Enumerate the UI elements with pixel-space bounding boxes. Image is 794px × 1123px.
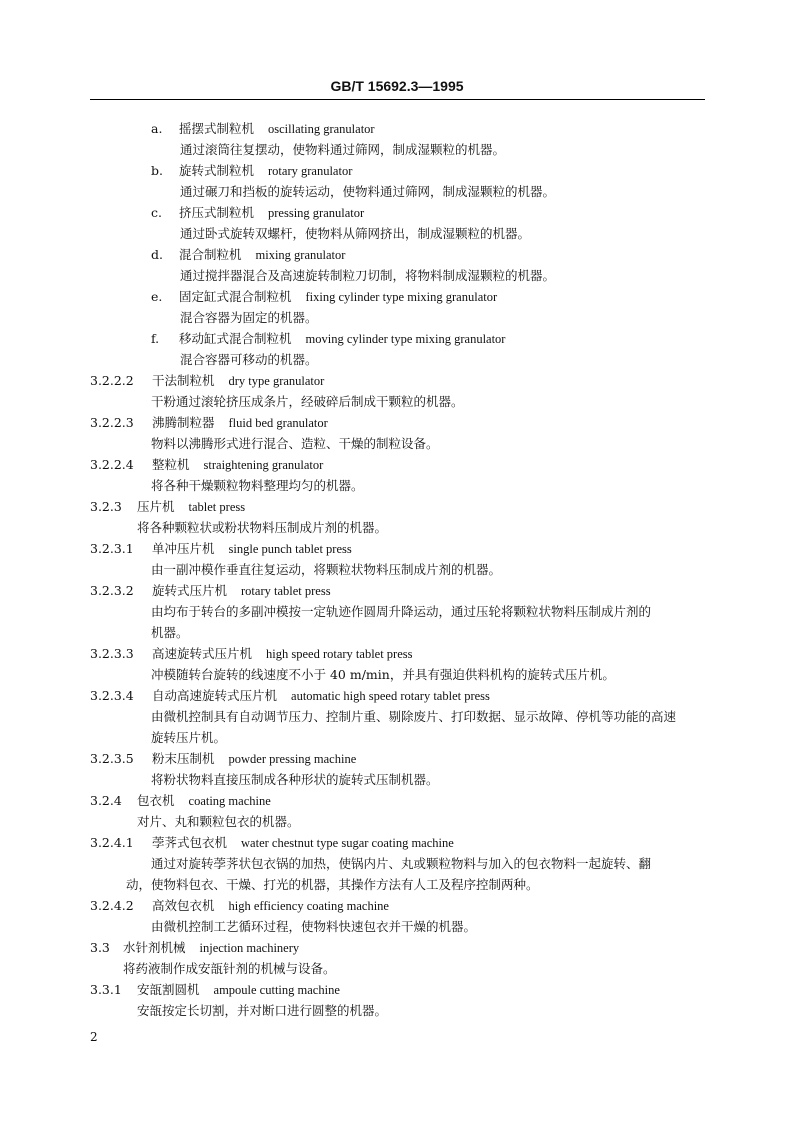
term-heading: [151, 331, 505, 347]
definition-text: 由均布于转台的多副冲模按一定轨迹作圆周升降运动，通过压轮将颗粒状物料压制成片剂的: [151, 604, 652, 619]
definition-text: 由微机控制工艺循环过程，使物料快速包衣并干燥的机器。: [151, 919, 477, 934]
definition-text: 由微机控制具有自动调节压力、控制片重、剔除废片、打印数据、显示故障、停机等功能的高速: [151, 709, 677, 724]
term-english: coating machine: [188, 794, 271, 808]
definition-text: 混合容器可移动的机器。: [180, 352, 318, 367]
term-chinese: 高效包衣机: [152, 898, 215, 913]
term-chinese: 沸腾制粒器: [152, 415, 215, 430]
page-number: 2: [90, 1030, 98, 1044]
definition-text: 对片、丸和颗粒包衣的机器。: [137, 814, 300, 829]
term-english: single punch tablet press: [228, 542, 352, 556]
term-heading: [90, 457, 323, 473]
term-heading: [90, 688, 490, 704]
definition-text: 将药液制作成安瓿针剂的机械与设备。: [123, 961, 336, 976]
clause-number: 3.2.4.2: [90, 898, 134, 913]
term-english: fixing cylinder type mixing granulator: [305, 290, 498, 304]
term-chinese: 混合制粒机: [179, 247, 242, 262]
term-chinese: 固定缸式混合制粒机: [179, 289, 292, 304]
clause-number: c.: [151, 205, 162, 220]
term-chinese: 摇摆式制粒机: [179, 121, 255, 136]
definition-text: 物料以沸腾形式进行混合、造粒、干燥的制粒设备。: [151, 436, 439, 451]
clause-number: d.: [151, 247, 163, 262]
definition-text: 干粉通过滚轮挤压成条片，经破碎后制成干颗粒的机器。: [151, 394, 464, 409]
clause-number: f.: [151, 331, 160, 346]
term-chinese: 荸荠式包衣机: [152, 835, 228, 850]
clause-number: 3.2.3.5: [90, 751, 134, 766]
term-chinese: 粉末压制机: [152, 751, 215, 766]
definition-text: 由一副冲模作垂直往复运动，将颗粒状物料压制成片剂的机器。: [151, 562, 502, 577]
term-heading: [90, 373, 324, 389]
term-english: automatic high speed rotary tablet press: [291, 689, 490, 703]
term-heading: [90, 646, 413, 662]
definition-text: 将粉状物料直接压制成各种形状的旋转式压制机器。: [151, 772, 439, 787]
term-chinese: 整粒机: [152, 457, 190, 472]
term-chinese: 包衣机: [137, 793, 175, 808]
term-chinese: 挤压式制粒机: [179, 205, 255, 220]
term-english: fluid bed granulator: [228, 416, 328, 430]
term-english: injection machinery: [199, 941, 300, 955]
term-heading: [90, 541, 352, 557]
header-rule: [90, 99, 705, 100]
term-chinese: 自动高速旋转式压片机: [152, 688, 278, 703]
term-heading: [151, 247, 345, 263]
term-english: tablet press: [188, 500, 246, 514]
clause-number: 3.2.2.3: [90, 415, 134, 430]
clause-number: e.: [151, 289, 163, 304]
clause-number: 3.2.3: [90, 499, 122, 514]
term-heading: [90, 415, 328, 431]
term-english: ampoule cutting machine: [213, 983, 340, 997]
term-english: mixing granulator: [255, 248, 346, 262]
term-heading: [151, 289, 497, 305]
clause-number: 3.2.3.2: [90, 583, 134, 598]
clause-number: a.: [151, 121, 163, 136]
term-chinese: 水针剂机械: [123, 940, 186, 955]
term-heading: [90, 499, 245, 515]
clause-number: 3.2.3.1: [90, 541, 134, 556]
definition-text: 动，使物料包衣、干燥、打光的机器，其操作方法有人工及程序控制两种。: [126, 877, 539, 892]
clause-number: 3.2.3.3: [90, 646, 134, 661]
term-english: high efficiency coating machine: [228, 899, 389, 913]
term-chinese: 高速旋转式压片机: [152, 646, 253, 661]
term-heading: [90, 751, 356, 767]
term-english: moving cylinder type mixing granulator: [305, 332, 506, 346]
term-heading: [151, 163, 352, 179]
definition-text: 安瓿按定长切割，并对断口进行圆整的机器。: [137, 1003, 388, 1018]
term-english: powder pressing machine: [228, 752, 357, 766]
clause-number: 3.2.4.1: [90, 835, 134, 850]
term-heading: [151, 205, 364, 221]
definition-text: 将各种干燥颗粒物料整理均匀的机器。: [151, 478, 364, 493]
definition-text: 通过碾刀和挡板的旋转运动，使物料通过筛网，制成湿颗粒的机器。: [180, 184, 556, 199]
definition-text: 通过卧式旋转双螺杆，使物料从筛网挤出，制成湿颗粒的机器。: [180, 226, 531, 241]
definition-text: 机器。: [151, 625, 189, 640]
term-english: high speed rotary tablet press: [266, 647, 413, 661]
term-heading: [151, 121, 375, 137]
term-heading: [90, 835, 454, 851]
term-heading: [90, 898, 389, 914]
standard-number-header: GB/T 15692.3—1995: [330, 78, 464, 94]
term-english: rotary tablet press: [241, 584, 331, 598]
term-chinese: 移动缸式混合制粒机: [179, 331, 292, 346]
clause-number: 3.2.2.2: [90, 373, 134, 388]
term-chinese: 安瓿割圆机: [137, 982, 200, 997]
definition-text: 旋转压片机。: [151, 730, 227, 745]
clause-number: 3.2.3.4: [90, 688, 134, 703]
term-chinese: 单冲压片机: [152, 541, 215, 556]
definition-text: 通过对旋转荸荠状包衣锅的加热，使锅内片、丸或颗粒物料与加入的包衣物料一起旋转、翻: [151, 856, 652, 871]
definition-text: 将各种颗粒状或粉状物料压制成片剂的机器。: [137, 520, 388, 535]
term-chinese: 旋转式制粒机: [179, 163, 255, 178]
definition-text: 冲模随转台旋转的线速度不小于 40 m/min，并具有强迫供料机构的旋转式压片机。: [151, 667, 615, 682]
term-english: water chestnut type sugar coating machine: [241, 836, 454, 850]
clause-number: 3.2.2.4: [90, 457, 134, 472]
term-chinese: 干法制粒机: [152, 373, 215, 388]
term-english: straightening granulator: [203, 458, 324, 472]
clause-number: 3.2.4: [90, 793, 122, 808]
term-heading: [90, 982, 340, 998]
clause-number: b.: [151, 163, 163, 178]
clause-number: 3.3: [90, 940, 110, 955]
term-english: oscillating granulator: [268, 122, 375, 136]
definition-text: 混合容器为固定的机器。: [180, 310, 318, 325]
term-heading: [90, 793, 271, 809]
clause-number: 3.3.1: [90, 982, 122, 997]
term-chinese: 旋转式压片机: [152, 583, 228, 598]
term-chinese: 压片机: [137, 499, 175, 514]
term-english: rotary granulator: [268, 164, 353, 178]
term-heading: [90, 583, 331, 599]
definition-text: 通过滚筒往复摆动，使物料通过筛网，制成湿颗粒的机器。: [180, 142, 506, 157]
definition-text: 通过搅拌器混合及高速旋转制粒刀切制，将物料制成湿颗粒的机器。: [180, 268, 556, 283]
term-english: pressing granulator: [268, 206, 365, 220]
term-english: dry type granulator: [228, 374, 325, 388]
term-heading: [90, 940, 299, 956]
